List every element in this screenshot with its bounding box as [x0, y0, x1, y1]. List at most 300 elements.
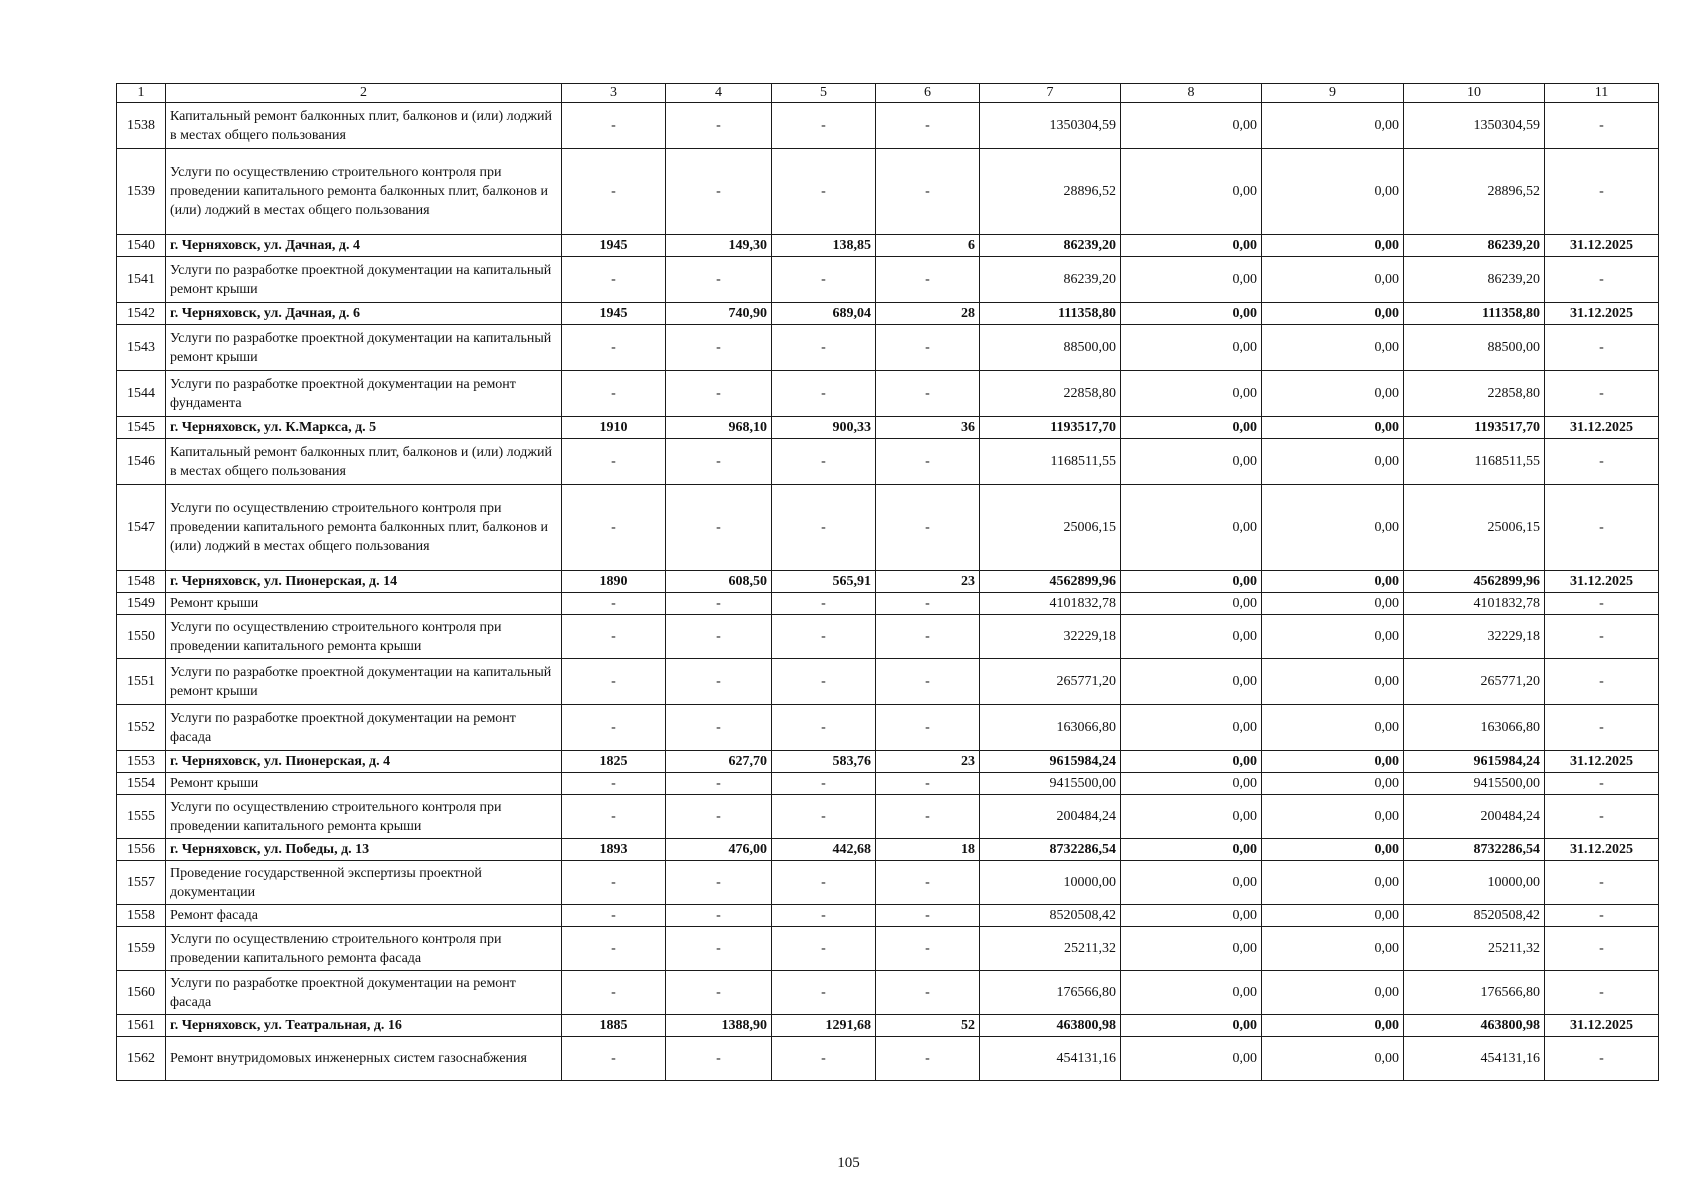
col-3-cell: -: [562, 325, 666, 371]
work-description: Услуги по разработке проектной документации на ремонт фундамента: [166, 371, 562, 417]
col-10-cell: 86239,20: [1404, 235, 1545, 257]
col-8-cell: 0,00: [1121, 417, 1262, 439]
row-number: 1541: [117, 257, 166, 303]
row-number: 1554: [117, 773, 166, 795]
col-4-cell: -: [666, 905, 772, 927]
col-5-cell: -: [772, 439, 876, 485]
row-number: 1540: [117, 235, 166, 257]
col-4-cell: 968,10: [666, 417, 772, 439]
col-5-cell: -: [772, 149, 876, 235]
col-10-cell: 163066,80: [1404, 705, 1545, 751]
col-5-cell: 565,91: [772, 571, 876, 593]
col-10-cell: 4101832,78: [1404, 593, 1545, 615]
row-number: 1562: [117, 1037, 166, 1081]
document-sheet: [116, 83, 1659, 1081]
col-7-cell: 9415500,00: [980, 773, 1121, 795]
col-8-cell: 0,00: [1121, 861, 1262, 905]
col-11-cell: 31.12.2025: [1545, 751, 1659, 773]
column-number: 5: [772, 84, 876, 103]
col-8-cell: 0,00: [1121, 485, 1262, 571]
column-number: 11: [1545, 84, 1659, 103]
col-9-cell: 0,00: [1262, 235, 1404, 257]
page-number: 105: [837, 1155, 860, 1171]
col-6-cell: -: [876, 371, 980, 417]
work-item-row: [117, 485, 1659, 571]
col-3-cell: 1910: [562, 417, 666, 439]
col-6-cell: -: [876, 615, 980, 659]
work-description: г. Черняховск, ул. К.Маркса, д. 5: [166, 417, 562, 439]
col-6-cell: -: [876, 861, 980, 905]
col-4-cell: -: [666, 795, 772, 839]
col-3-cell: 1945: [562, 235, 666, 257]
col-7-cell: 9615984,24: [980, 751, 1121, 773]
col-7-cell: 22858,80: [980, 371, 1121, 417]
col-8-cell: 0,00: [1121, 593, 1262, 615]
col-4-cell: -: [666, 659, 772, 705]
col-10-cell: 1168511,55: [1404, 439, 1545, 485]
row-number: 1555: [117, 795, 166, 839]
col-8-cell: 0,00: [1121, 773, 1262, 795]
col-7-cell: 1168511,55: [980, 439, 1121, 485]
row-number: 1549: [117, 593, 166, 615]
row-number: 1545: [117, 417, 166, 439]
row-number: 1546: [117, 439, 166, 485]
col-6-cell: -: [876, 257, 980, 303]
work-description: г. Черняховск, ул. Дачная, д. 4: [166, 235, 562, 257]
col-7-cell: 10000,00: [980, 861, 1121, 905]
work-item-row: [117, 861, 1659, 905]
col-5-cell: 583,76: [772, 751, 876, 773]
col-5-cell: -: [772, 257, 876, 303]
col-11-cell: -: [1545, 371, 1659, 417]
col-11-cell: -: [1545, 257, 1659, 303]
work-description: Ремонт крыши: [166, 773, 562, 795]
work-description: Услуги по разработке проектной документации на ремонт фасада: [166, 971, 562, 1015]
col-10-cell: 9615984,24: [1404, 751, 1545, 773]
col-10-cell: 88500,00: [1404, 325, 1545, 371]
col-7-cell: 265771,20: [980, 659, 1121, 705]
col-7-cell: 4562899,96: [980, 571, 1121, 593]
work-description: Капитальный ремонт балконных плит, балконов и (или) лоджий в местах общего пользования: [166, 103, 562, 149]
col-8-cell: 0,00: [1121, 371, 1262, 417]
col-11-cell: -: [1545, 971, 1659, 1015]
col-3-cell: -: [562, 103, 666, 149]
col-7-cell: 86239,20: [980, 235, 1121, 257]
col-11-cell: -: [1545, 1037, 1659, 1081]
col-5-cell: -: [772, 861, 876, 905]
address-row: [117, 571, 1659, 593]
col-9-cell: 0,00: [1262, 905, 1404, 927]
col-11-cell: -: [1545, 439, 1659, 485]
col-10-cell: 1350304,59: [1404, 103, 1545, 149]
col-9-cell: 0,00: [1262, 839, 1404, 861]
col-10-cell: 463800,98: [1404, 1015, 1545, 1037]
col-9-cell: 0,00: [1262, 103, 1404, 149]
row-number: 1556: [117, 839, 166, 861]
col-8-cell: 0,00: [1121, 839, 1262, 861]
work-description: г. Черняховск, ул. Пионерская, д. 4: [166, 751, 562, 773]
col-3-cell: 1885: [562, 1015, 666, 1037]
col-9-cell: 0,00: [1262, 705, 1404, 751]
col-6-cell: 23: [876, 751, 980, 773]
col-4-cell: -: [666, 149, 772, 235]
col-11-cell: -: [1545, 149, 1659, 235]
row-number: 1539: [117, 149, 166, 235]
work-description: Ремонт фасада: [166, 905, 562, 927]
col-5-cell: -: [772, 1037, 876, 1081]
col-8-cell: 0,00: [1121, 149, 1262, 235]
work-item-row: [117, 773, 1659, 795]
col-3-cell: -: [562, 927, 666, 971]
col-10-cell: 86239,20: [1404, 257, 1545, 303]
col-9-cell: 0,00: [1262, 795, 1404, 839]
col-10-cell: 28896,52: [1404, 149, 1545, 235]
col-3-cell: -: [562, 257, 666, 303]
col-7-cell: 86239,20: [980, 257, 1121, 303]
col-3-cell: -: [562, 773, 666, 795]
col-3-cell: -: [562, 439, 666, 485]
col-9-cell: 0,00: [1262, 773, 1404, 795]
row-number: 1561: [117, 1015, 166, 1037]
col-4-cell: -: [666, 371, 772, 417]
col-4-cell: -: [666, 593, 772, 615]
work-item-row: [117, 257, 1659, 303]
col-4-cell: -: [666, 103, 772, 149]
work-item-row: [117, 705, 1659, 751]
work-description: г. Черняховск, ул. Театральная, д. 16: [166, 1015, 562, 1037]
col-7-cell: 163066,80: [980, 705, 1121, 751]
col-5-cell: -: [772, 659, 876, 705]
col-4-cell: -: [666, 705, 772, 751]
address-row: [117, 303, 1659, 325]
col-3-cell: 1893: [562, 839, 666, 861]
column-number: 1: [117, 84, 166, 103]
row-number: 1543: [117, 325, 166, 371]
col-6-cell: -: [876, 149, 980, 235]
col-11-cell: -: [1545, 593, 1659, 615]
col-3-cell: 1890: [562, 571, 666, 593]
col-6-cell: -: [876, 485, 980, 571]
col-8-cell: 0,00: [1121, 615, 1262, 659]
col-9-cell: 0,00: [1262, 303, 1404, 325]
col-5-cell: -: [772, 371, 876, 417]
col-11-cell: 31.12.2025: [1545, 1015, 1659, 1037]
col-10-cell: 265771,20: [1404, 659, 1545, 705]
col-9-cell: 0,00: [1262, 1015, 1404, 1037]
col-6-cell: -: [876, 971, 980, 1015]
column-number: 4: [666, 84, 772, 103]
col-9-cell: 0,00: [1262, 149, 1404, 235]
col-4-cell: 1388,90: [666, 1015, 772, 1037]
col-5-cell: -: [772, 485, 876, 571]
col-5-cell: 442,68: [772, 839, 876, 861]
col-11-cell: -: [1545, 795, 1659, 839]
col-9-cell: 0,00: [1262, 615, 1404, 659]
col-6-cell: 23: [876, 571, 980, 593]
work-item-row: [117, 971, 1659, 1015]
col-10-cell: 25211,32: [1404, 927, 1545, 971]
col-5-cell: 138,85: [772, 235, 876, 257]
column-number: 6: [876, 84, 980, 103]
col-5-cell: -: [772, 795, 876, 839]
col-6-cell: -: [876, 325, 980, 371]
work-item-row: [117, 103, 1659, 149]
work-item-row: [117, 615, 1659, 659]
column-number: 7: [980, 84, 1121, 103]
col-5-cell: -: [772, 705, 876, 751]
col-4-cell: 476,00: [666, 839, 772, 861]
row-number: 1552: [117, 705, 166, 751]
col-4-cell: -: [666, 773, 772, 795]
col-9-cell: 0,00: [1262, 257, 1404, 303]
row-number: 1542: [117, 303, 166, 325]
col-8-cell: 0,00: [1121, 325, 1262, 371]
col-4-cell: 149,30: [666, 235, 772, 257]
work-description: Услуги по разработке проектной документации на ремонт фасада: [166, 705, 562, 751]
col-11-cell: -: [1545, 325, 1659, 371]
work-item-row: [117, 593, 1659, 615]
col-11-cell: -: [1545, 103, 1659, 149]
capital-repair-table: [116, 83, 1659, 1081]
col-3-cell: -: [562, 371, 666, 417]
col-7-cell: 111358,80: [980, 303, 1121, 325]
col-10-cell: 22858,80: [1404, 371, 1545, 417]
col-3-cell: -: [562, 149, 666, 235]
col-6-cell: 28: [876, 303, 980, 325]
col-10-cell: 25006,15: [1404, 485, 1545, 571]
col-9-cell: 0,00: [1262, 1037, 1404, 1081]
column-number: 8: [1121, 84, 1262, 103]
col-8-cell: 0,00: [1121, 571, 1262, 593]
col-4-cell: 608,50: [666, 571, 772, 593]
work-item-row: [117, 927, 1659, 971]
work-item-row: [117, 795, 1659, 839]
column-number-row: [117, 84, 1659, 103]
col-9-cell: 0,00: [1262, 861, 1404, 905]
col-7-cell: 4101832,78: [980, 593, 1121, 615]
col-5-cell: -: [772, 905, 876, 927]
col-9-cell: 0,00: [1262, 927, 1404, 971]
col-10-cell: 111358,80: [1404, 303, 1545, 325]
work-description: Услуги по осуществлению строительного контроля при проведении капитального ремонта балконных плит, балконов и (или) лоджий в местах общего пользования: [166, 485, 562, 571]
col-9-cell: 0,00: [1262, 751, 1404, 773]
column-number: 9: [1262, 84, 1404, 103]
col-8-cell: 0,00: [1121, 927, 1262, 971]
work-description: Услуги по осуществлению строительного контроля при проведении капитального ремонта крыши: [166, 615, 562, 659]
column-number: 3: [562, 84, 666, 103]
col-3-cell: -: [562, 485, 666, 571]
col-8-cell: 0,00: [1121, 103, 1262, 149]
col-5-cell: -: [772, 927, 876, 971]
col-4-cell: -: [666, 485, 772, 571]
work-item-row: [117, 325, 1659, 371]
col-7-cell: 88500,00: [980, 325, 1121, 371]
col-10-cell: 200484,24: [1404, 795, 1545, 839]
col-6-cell: -: [876, 927, 980, 971]
col-9-cell: 0,00: [1262, 659, 1404, 705]
col-3-cell: -: [562, 861, 666, 905]
col-6-cell: 36: [876, 417, 980, 439]
col-7-cell: 28896,52: [980, 149, 1121, 235]
row-number: 1553: [117, 751, 166, 773]
col-9-cell: 0,00: [1262, 439, 1404, 485]
work-description: Ремонт крыши: [166, 593, 562, 615]
col-7-cell: 25006,15: [980, 485, 1121, 571]
col-3-cell: -: [562, 795, 666, 839]
col-9-cell: 0,00: [1262, 593, 1404, 615]
col-4-cell: -: [666, 257, 772, 303]
col-8-cell: 0,00: [1121, 705, 1262, 751]
col-7-cell: 8732286,54: [980, 839, 1121, 861]
col-8-cell: 0,00: [1121, 1037, 1262, 1081]
col-8-cell: 0,00: [1121, 439, 1262, 485]
col-4-cell: -: [666, 861, 772, 905]
row-number: 1544: [117, 371, 166, 417]
work-item-row: [117, 1037, 1659, 1081]
col-7-cell: 32229,18: [980, 615, 1121, 659]
col-10-cell: 454131,16: [1404, 1037, 1545, 1081]
work-item-row: [117, 371, 1659, 417]
work-description: Услуги по осуществлению строительного контроля при проведении капитального ремонта балконных плит, балконов и (или) лоджий в местах общего пользования: [166, 149, 562, 235]
col-5-cell: -: [772, 103, 876, 149]
col-11-cell: -: [1545, 615, 1659, 659]
col-4-cell: -: [666, 439, 772, 485]
col-8-cell: 0,00: [1121, 1015, 1262, 1037]
col-3-cell: -: [562, 615, 666, 659]
address-row: [117, 751, 1659, 773]
col-8-cell: 0,00: [1121, 235, 1262, 257]
col-9-cell: 0,00: [1262, 371, 1404, 417]
col-6-cell: -: [876, 439, 980, 485]
col-6-cell: -: [876, 795, 980, 839]
col-5-cell: 689,04: [772, 303, 876, 325]
col-4-cell: -: [666, 325, 772, 371]
work-item-row: [117, 439, 1659, 485]
work-description: Услуги по разработке проектной документации на капитальный ремонт крыши: [166, 257, 562, 303]
work-description: Услуги по осуществлению строительного контроля при проведении капитального ремонта крыши: [166, 795, 562, 839]
col-3-cell: -: [562, 659, 666, 705]
col-5-cell: -: [772, 325, 876, 371]
col-6-cell: -: [876, 593, 980, 615]
col-7-cell: 1193517,70: [980, 417, 1121, 439]
work-description: Ремонт внутридомовых инженерных систем газоснабжения: [166, 1037, 562, 1081]
col-10-cell: 8732286,54: [1404, 839, 1545, 861]
col-10-cell: 9415500,00: [1404, 773, 1545, 795]
col-6-cell: 6: [876, 235, 980, 257]
col-7-cell: 454131,16: [980, 1037, 1121, 1081]
work-description: Услуги по разработке проектной документации на капитальный ремонт крыши: [166, 659, 562, 705]
col-7-cell: 8520508,42: [980, 905, 1121, 927]
col-5-cell: 900,33: [772, 417, 876, 439]
col-7-cell: 1350304,59: [980, 103, 1121, 149]
col-4-cell: -: [666, 927, 772, 971]
work-item-row: [117, 659, 1659, 705]
col-7-cell: 463800,98: [980, 1015, 1121, 1037]
col-6-cell: 18: [876, 839, 980, 861]
col-11-cell: -: [1545, 861, 1659, 905]
col-4-cell: -: [666, 615, 772, 659]
col-7-cell: 200484,24: [980, 795, 1121, 839]
col-8-cell: 0,00: [1121, 795, 1262, 839]
col-11-cell: -: [1545, 659, 1659, 705]
col-6-cell: -: [876, 905, 980, 927]
col-11-cell: 31.12.2025: [1545, 417, 1659, 439]
col-4-cell: -: [666, 1037, 772, 1081]
col-9-cell: 0,00: [1262, 325, 1404, 371]
work-description: Услуги по разработке проектной документации на капитальный ремонт крыши: [166, 325, 562, 371]
col-11-cell: 31.12.2025: [1545, 571, 1659, 593]
row-number: 1558: [117, 905, 166, 927]
col-11-cell: -: [1545, 773, 1659, 795]
col-3-cell: -: [562, 705, 666, 751]
row-number: 1560: [117, 971, 166, 1015]
address-row: [117, 839, 1659, 861]
row-number: 1557: [117, 861, 166, 905]
col-11-cell: -: [1545, 485, 1659, 571]
col-3-cell: -: [562, 905, 666, 927]
col-8-cell: 0,00: [1121, 905, 1262, 927]
col-6-cell: 52: [876, 1015, 980, 1037]
col-4-cell: -: [666, 971, 772, 1015]
row-number: 1551: [117, 659, 166, 705]
col-11-cell: 31.12.2025: [1545, 235, 1659, 257]
col-4-cell: 740,90: [666, 303, 772, 325]
col-6-cell: -: [876, 103, 980, 149]
col-10-cell: 1193517,70: [1404, 417, 1545, 439]
work-description: Услуги по осуществлению строительного контроля при проведении капитального ремонта фасада: [166, 927, 562, 971]
col-3-cell: 1945: [562, 303, 666, 325]
col-10-cell: 176566,80: [1404, 971, 1545, 1015]
row-number: 1548: [117, 571, 166, 593]
col-11-cell: 31.12.2025: [1545, 303, 1659, 325]
col-8-cell: 0,00: [1121, 257, 1262, 303]
work-item-row: [117, 905, 1659, 927]
col-4-cell: 627,70: [666, 751, 772, 773]
col-9-cell: 0,00: [1262, 971, 1404, 1015]
col-3-cell: 1825: [562, 751, 666, 773]
col-6-cell: -: [876, 1037, 980, 1081]
col-9-cell: 0,00: [1262, 485, 1404, 571]
column-number: 2: [166, 84, 562, 103]
col-9-cell: 0,00: [1262, 417, 1404, 439]
col-8-cell: 0,00: [1121, 751, 1262, 773]
col-10-cell: 10000,00: [1404, 861, 1545, 905]
column-number: 10: [1404, 84, 1545, 103]
col-7-cell: 176566,80: [980, 971, 1121, 1015]
work-item-row: [117, 149, 1659, 235]
col-5-cell: -: [772, 971, 876, 1015]
work-description: Капитальный ремонт балконных плит, балконов и (или) лоджий в местах общего пользования: [166, 439, 562, 485]
col-10-cell: 8520508,42: [1404, 905, 1545, 927]
col-6-cell: -: [876, 659, 980, 705]
col-5-cell: -: [772, 615, 876, 659]
col-7-cell: 25211,32: [980, 927, 1121, 971]
col-9-cell: 0,00: [1262, 571, 1404, 593]
col-3-cell: -: [562, 971, 666, 1015]
address-row: [117, 1015, 1659, 1037]
work-description: Проведение государственной экспертизы проектной документации: [166, 861, 562, 905]
col-8-cell: 0,00: [1121, 659, 1262, 705]
col-8-cell: 0,00: [1121, 971, 1262, 1015]
col-6-cell: -: [876, 773, 980, 795]
col-11-cell: -: [1545, 705, 1659, 751]
row-number: 1559: [117, 927, 166, 971]
col-3-cell: -: [562, 593, 666, 615]
work-description: г. Черняховск, ул. Дачная, д. 6: [166, 303, 562, 325]
col-11-cell: 31.12.2025: [1545, 839, 1659, 861]
col-11-cell: -: [1545, 905, 1659, 927]
row-number: 1550: [117, 615, 166, 659]
